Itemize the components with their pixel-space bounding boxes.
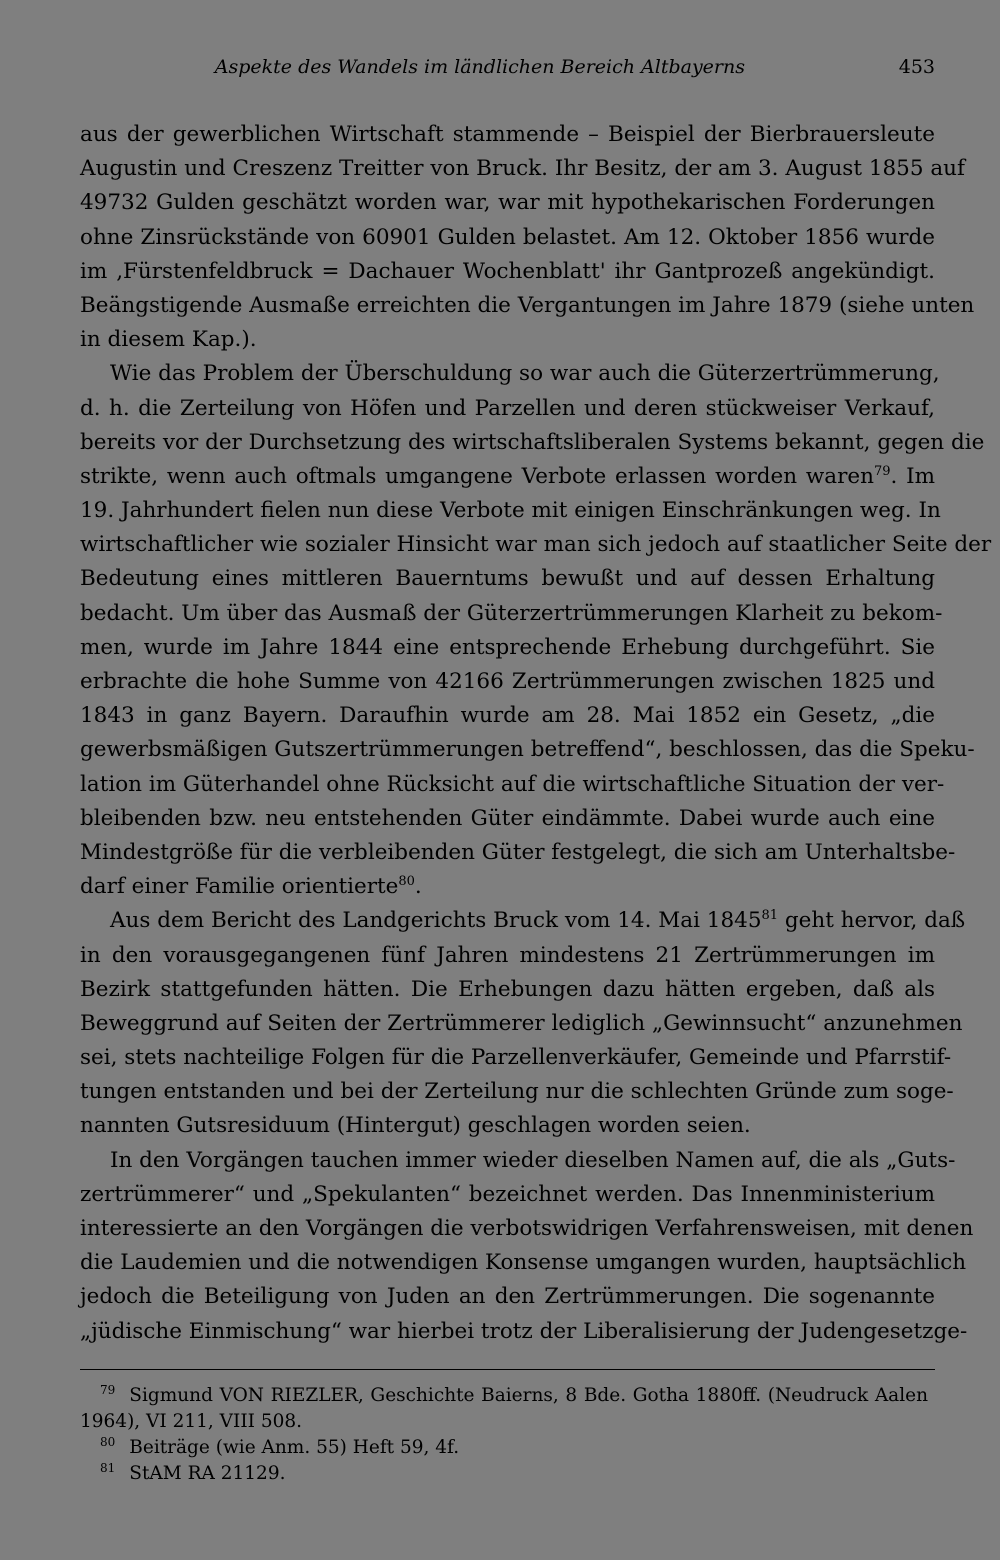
text-line: bleibenden bzw. neu entstehenden Güter eindämmte. Dabei wurde auch eine — [80, 805, 935, 831]
footnote-ref-80[interactable]: 80 — [398, 873, 415, 889]
text-line: in diesem Kap.). — [80, 327, 257, 353]
text-segment: . — [414, 874, 422, 900]
text-line: aus der gewerblichen Wirtschaft stammende – Beispiel der Bierbrauersleute — [80, 122, 935, 147]
text-line: d. h. die Zerteilung von Höfen und Parzellen und deren stückweiser Verkauf, — [80, 395, 935, 421]
text-line: interessierte an den Vorgängen die verbotswidrigen Verfahrensweisen, mit denen — [80, 1216, 974, 1241]
text-segment: Aus dem Bericht des Landgerichts Bruck vom 14. Mai 1845 — [110, 908, 762, 934]
text-line: zertrümmerer“ und „Spekulanten“ bezeichnet werden. Das Innenministerium — [80, 1181, 935, 1207]
text-line: nannten Gutsresiduum (Hintergut) geschlagen worden seien. — [80, 1113, 751, 1139]
footnote-number: 79 — [100, 1382, 116, 1397]
text-line: sei, stets nachteilige Folgen für die Parzellenverkäufer, Gemeinde und Pfarrstif- — [80, 1045, 952, 1071]
footnote-ref-81[interactable]: 81 — [761, 908, 779, 924]
text-line: lation im Güterhandel ohne Rücksicht auf die wirtschaftliche Situation der ver- — [80, 771, 945, 797]
text-segment: darf einer Familie orientierte — [80, 874, 399, 900]
text-line: 1843 in ganz Bayern. Daraufhin wurde am 28. Mai 1852 ein Gesetz, „die — [80, 703, 935, 729]
footnote-text: Sigmund VON RIEZLER, Geschichte Baierns, 8 Bde. Gotha 1880ff. (Neudruck Aalen — [129, 1385, 928, 1406]
text-line: die Laudemien und die notwendigen Konsense umgangen wurden, hauptsächlich — [80, 1250, 967, 1276]
text-segment: strikte, wenn auch oftmals umgangene Verbote erlassen worden waren — [80, 463, 874, 489]
text-line: Augustin und Creszenz Treitter von Bruck. Ihr Besitz, der am 3. August 1855 auf — [80, 156, 965, 182]
text-segment: . Im — [890, 463, 935, 489]
page-number: 453 — [898, 56, 935, 78]
footnote-number: 81 — [100, 1460, 116, 1475]
text-line: Wie das Problem der Überschuldung so war auch die Güterzertrümmerung, — [110, 361, 940, 387]
footnote-ref-79[interactable]: 79 — [873, 463, 891, 479]
text-line: wirtschaftlicher wie sozialer Hinsicht war man sich jedoch auf staatlicher Seite der — [80, 532, 992, 558]
text-line: bedacht. Um über das Ausmaß der Güterzertrümmerungen Klarheit zu bekom- — [80, 600, 943, 626]
footnotes — [80, 1383, 928, 1487]
text-line: Beängstigende Ausmaße erreichten die Vergantungen im Jahre 1879 (siehe unten — [80, 292, 975, 318]
text-line-with-note — [80, 904, 966, 938]
running-title: Aspekte des Wandels im ländlichen Bereich Altbayerns — [214, 56, 745, 78]
footnote-79-continued: 1964), VI 211, VIII 508. — [80, 1411, 303, 1432]
body-text — [80, 118, 992, 1349]
footnote-79 — [80, 1383, 928, 1409]
text-line: in den vorausgegangenen fünf Jahren mindestens 21 Zertrümmerungen im — [80, 942, 935, 968]
text-line: men, wurde im Jahre 1844 eine entsprechende Erhebung durchgeführt. Sie — [80, 634, 935, 660]
footnote-divider — [80, 1369, 935, 1370]
text-line: bereits vor der Durchsetzung des wirtschaftsliberalen Systems bekannt, gegen die — [80, 429, 985, 455]
text-line: In den Vorgängen tauchen immer wieder dieselben Namen auf, die als „Guts- — [110, 1147, 956, 1173]
text-line: Mindestgröße für die verbleibenden Güter festgelegt, die sich am Unterhaltsbe- — [80, 839, 956, 865]
text-line: tungen entstanden und bei der Zerteilung nur die schlechten Gründe zum soge- — [80, 1079, 954, 1105]
text-line: ohne Zinsrückstände von 60901 Gulden belastet. Am 12. Oktober 1856 wurde — [80, 224, 935, 250]
text-line: Bedeutung eines mittleren Bauerntums bewußt und auf dessen Erhaltung — [80, 566, 935, 592]
footnote-number: 80 — [100, 1434, 116, 1449]
text-line-with-note — [80, 870, 935, 904]
text-line: 19. Jahrhundert fielen nun diese Verbote mit einigen Einschränkungen weg. In — [80, 498, 941, 524]
text-segment: geht hervor, daß — [778, 908, 966, 934]
running-head — [80, 56, 935, 86]
text-line: Bezirk stattgefunden hätten. Die Erhebungen dazu hätten ergeben, daß als — [80, 976, 935, 1002]
footnote-text: Beiträge (wie Anm. 55) Heft 59, 4f. — [129, 1437, 460, 1458]
text-line-with-note — [80, 460, 935, 494]
text-line: erbrachte die hohe Summe von 42166 Zertrümmerungen zwischen 1825 und — [80, 669, 935, 694]
text-line: Beweggrund auf Seiten der Zertrümmerer lediglich „Gewinnsucht“ anzunehmen — [80, 1010, 963, 1036]
footnote-80 — [80, 1435, 928, 1461]
text-line: jedoch die Beteiligung von Juden an den Zertrümmerungen. Die sogenannte — [80, 1284, 935, 1310]
text-line: gewerbsmäßigen Gutszertrümmerungen betreffend“, beschlossen, das die Speku- — [80, 737, 975, 763]
text-line: „jüdische Einmischung“ war hierbei trotz der Liberalisierung der Judengesetzge- — [80, 1318, 968, 1344]
text-line: 49732 Gulden geschätzt worden war, war mit hypothekarischen Forderungen — [80, 190, 935, 216]
footnote-81 — [80, 1461, 928, 1487]
text-line: im ‚Fürstenfeldbruck = Dachauer Wochenblatt' ihr Gantprozeß angekündigt. — [80, 258, 935, 284]
footnote-text: StAM RA 21129. — [129, 1463, 286, 1484]
